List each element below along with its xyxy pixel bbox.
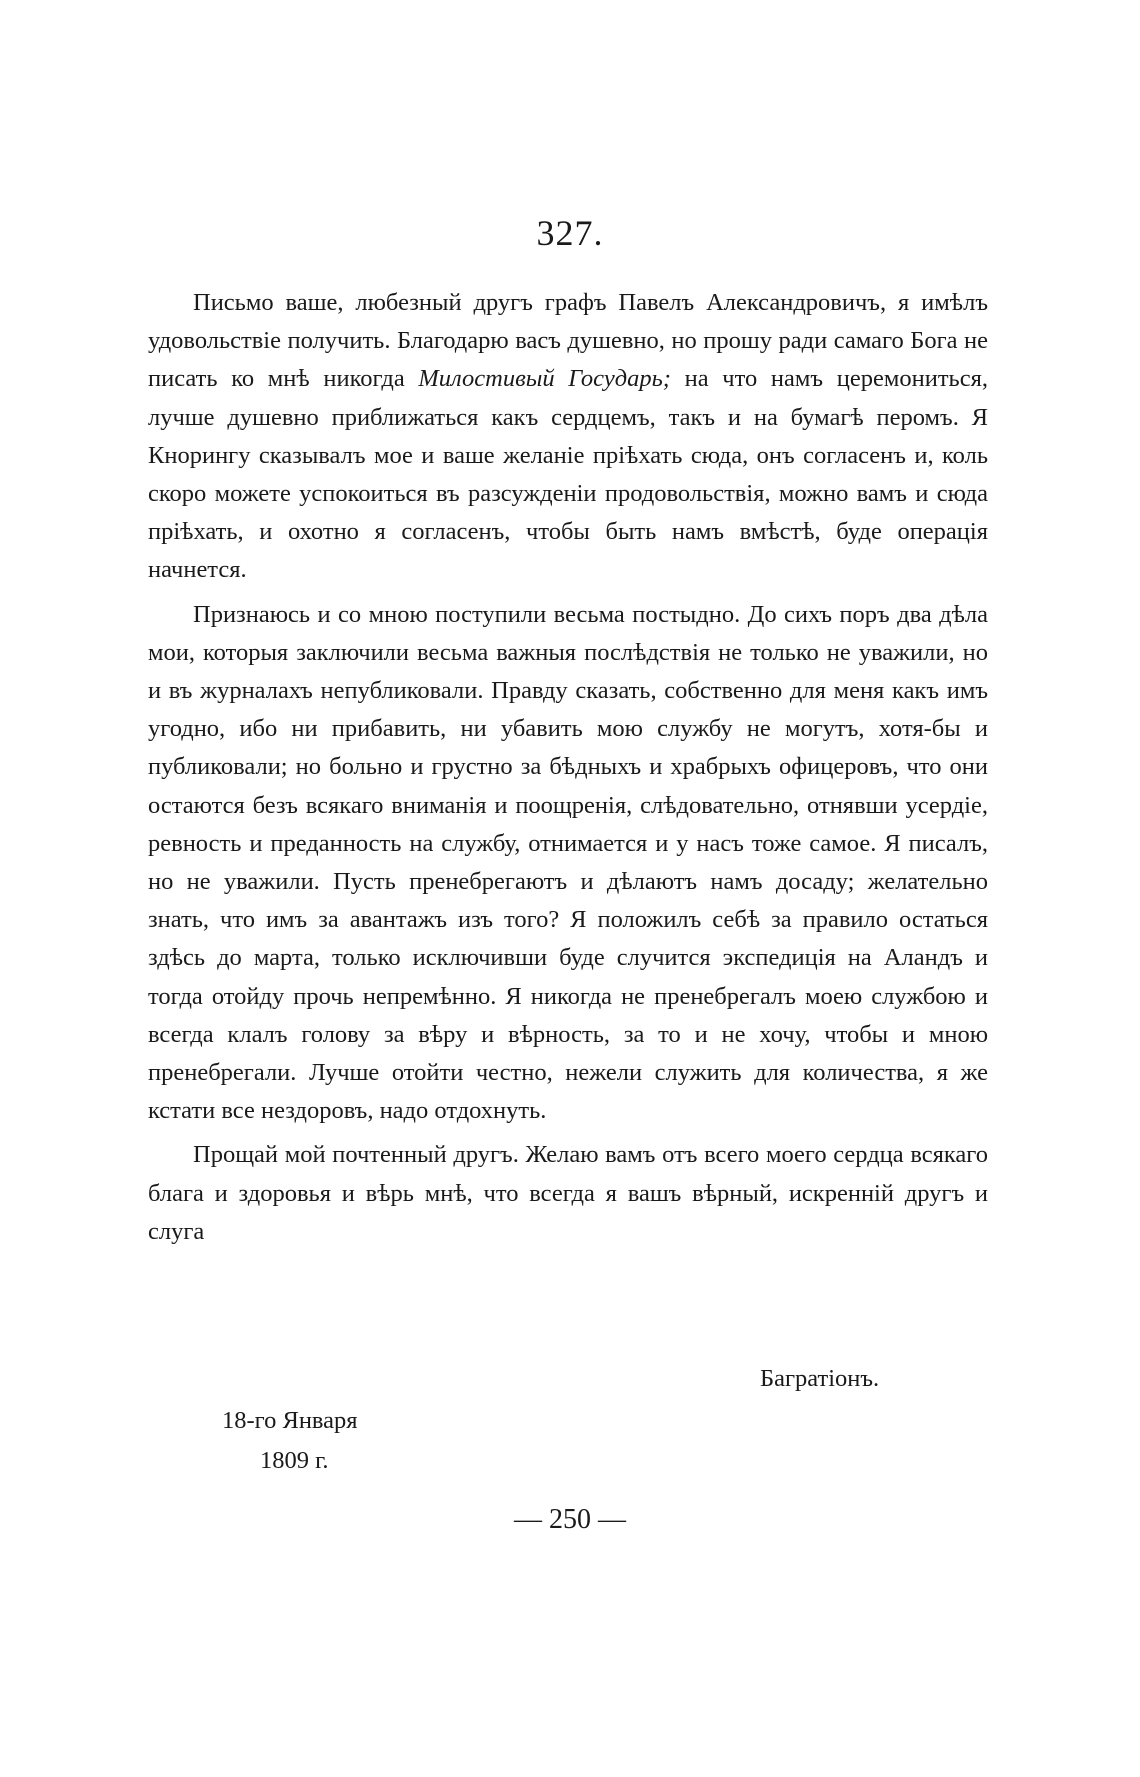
signature: Багратіонъ.	[760, 1365, 880, 1392]
letter-body	[148, 284, 988, 1257]
date-day: 18-го Января	[222, 1407, 358, 1434]
paragraph-2: Признаюсь и со мною поступили весьма постыдно. До сихъ поръ два дѣла мои, которыя заключили весьма важныя послѣдствія не только не уважили, но и въ журналахъ непубликовали. Правду сказать, собственно для меня какъ имъ угодно, ибо ни прибавить, ни убавить мою службу не могутъ, хотя-бы и публиковали; но больно и грустно за бѣдныхъ и храбрыхъ офицеровъ, что они остаются безъ всякаго вниманія и поощренія, слѣдовательно, отнявши усердіе, ревность и преданность на службу, отнимается и у насъ тоже самое. Я писалъ, но не уважили. Пусть пренебрегаютъ и дѣлаютъ намъ досаду; желательно знать, что имъ за авантажъ изъ того? Я положилъ себѣ за правило остаться здѣсь до марта, только исключивши буде случится экспедиція на Аландъ и тогда отойду прочь непремѣнно. Я никогда не пренебрегалъ моею службою и всегда клалъ голову за вѣру и вѣрность, за то и не хочу, чтобы и мною пренебрегали. Лучше отойти честно, нежели служить для количества, я же кстати все нездоровъ, надо отдохнуть.	[148, 600, 988, 1125]
salutation-italic: Милостивый Государь;	[418, 365, 671, 393]
paragraph-1	[148, 284, 988, 590]
date-year: 1809 г.	[260, 1447, 329, 1474]
page-number: — 250 —	[514, 1504, 626, 1535]
paragraph-1-text-b: на что намъ церемониться, лучше душевно приближаться какъ сердцемъ, такъ и на бумагѣ перомъ. Я Кнорингу сказывалъ мое и ваше желаніе пріѣхать сюда, онъ согласенъ и, коль скоро можете успокоиться въ разсужденіи продовольствія, можно вамъ и сюда пріѣхать, и охотно я согласенъ, чтобы быть намъ вмѣстѣ, буде операція начнется.	[148, 365, 988, 584]
paragraph-1-text-a: Письмо ваше, любезный другъ графъ Павелъ Александровичъ, я имѣлъ удовольствіе получить. Благодарю васъ душевно, но прошу ради самаго Бога не писать ко мнѣ никогда	[148, 289, 988, 393]
paragraph-3: Прощай мой почтенный другъ. Желаю вамъ отъ всего моего сердца всякаго блага и здоровья и вѣрь мнѣ, что всегда я вашъ вѣрный, искренній другъ и слуга	[148, 1141, 988, 1245]
letter-number: 327.	[536, 213, 604, 253]
